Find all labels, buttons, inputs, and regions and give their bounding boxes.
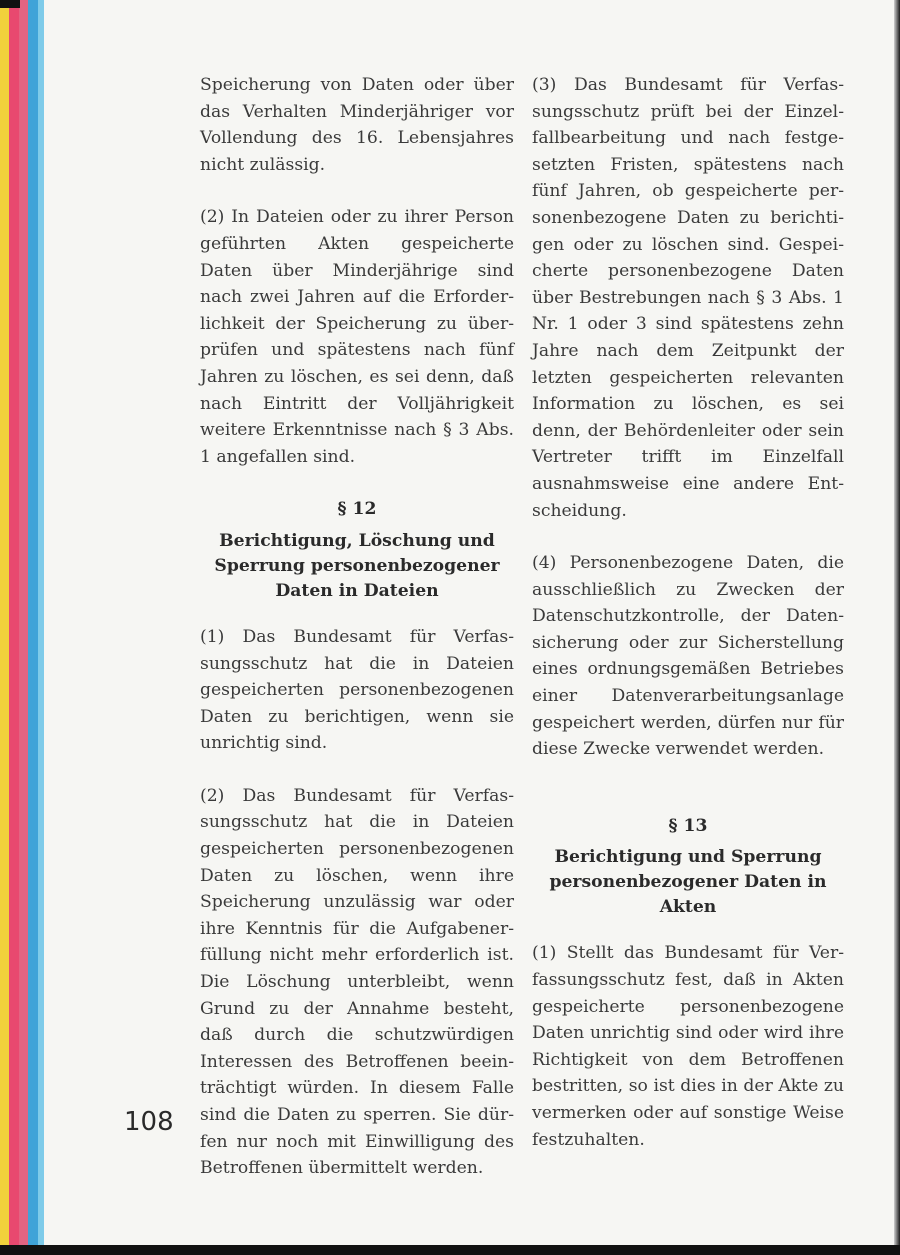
paragraph-minors-2: (2) In Dateien oder zu ihrer Person geführten Akten gespeicherte Daten über Minderjährige sind nach zwei Jahren auf die Erforderlichkeit der Speicherung zu überprüfen und spätestens nach fünf Jahren zu löschen, es sei denn, daß nach Eintritt der Volljährigkeit weitere Erkenntnisse nach § 3 Abs. 1 angefallen sind. — [200, 207, 514, 467]
s12-paragraph-2: (2) Das Bundesamt für Verfassungsschutz hat die in Dateien gespeicherten personenbezogenen Daten zu löschen, wenn ihre Speicherung unzulässig war oder ihre Kenntnis für die Aufgabenerfüllung nicht mehr erforderlich ist. Die Löschung unterbleibt, wenn Grund zu der Annahme besteht, daß durch die schutzwürdigen Interessen des Betroffenen beeinträchtigt würden. In diesem Falle sind die Daten zu sperren. Sie dürfen nur noch mit Einwilligung des Betroffenen übermittelt werden. — [200, 785, 514, 1179]
section-12-heading — [200, 496, 514, 604]
yellow-stripe — [0, 0, 9, 1245]
section-13-heading — [532, 813, 844, 921]
section-13-title: Berichtigung und Sperrung personenbezogener Daten in Akten — [549, 847, 827, 918]
magenta-stripe — [9, 0, 19, 1245]
s12-paragraph-3: (3) Das Bundesamt für Verfassungsschutz prüft bei der Einzelfallbearbeitung und nach festgesetzten Fristen, spätestens nach fünf Jahren, ob gespeicherte personenbezogene Daten zu berichtigen oder zu löschen sind. Gespeicherte personenbezogene Daten über Bestrebungen nach § 3 Abs. 1 Nr. 1 oder 3 sind spätestens zehn Jahre nach dem Zeitpunkt der letzten gespeicherten relevanten Information zu löschen, es sei denn, der Behördenleiter oder sein Vertreter trifft im Einzelfall ausnahmsweise eine andere Entscheidung. — [532, 75, 844, 521]
page-edge-shadow — [894, 0, 900, 1255]
paragraph-continued: Speicherung von Daten oder über das Verhalten Minderjähriger vor Vollendung des 16. Lebensjahres nicht zulässig. — [200, 75, 514, 175]
left-column — [200, 72, 514, 1208]
right-column — [532, 72, 844, 1179]
page-number: 108 — [124, 1107, 174, 1137]
corner-mark — [0, 0, 20, 8]
s13-paragraph-1: (1) Stellt das Bundesamt für Verfassungsschutz fest, daß in Akten gespeicherte personenbezogene Daten unrichtig sind oder wird ihre Richtigkeit von dem Betroffenen bestritten, so ist dies in der Akte zu vermerken oder auf sonstige Weise festzuhalten. — [532, 943, 844, 1150]
page-bottom-edge — [0, 1245, 900, 1255]
section-12-title: Berichtigung, Löschung und Sperrung personenbezogener Daten in Dateien — [214, 530, 500, 601]
section-12-number: § 12 — [337, 499, 377, 520]
section-13-number: § 13 — [668, 815, 708, 836]
light-cyan-stripe — [38, 0, 44, 1245]
pink-stripe — [19, 0, 28, 1245]
s12-paragraph-1: (1) Das Bundesamt für Verfassungsschutz hat die in Dateien gespeicherten personenbezogenen Daten zu berichtigen, wenn sie unrichtig sind. — [200, 626, 514, 754]
s12-paragraph-4: (4) Personenbezogene Daten, die ausschließlich zu Zwecken der Datenschutzkontrolle, der Datensicherung oder zur Sicherstellung eines ordnungsgemäßen Betriebes einer Datenverarbeitungsanlage gespeichert werden, dürfen nur für diese Zwecke verwendet werden. — [532, 553, 844, 760]
cyan-stripe — [28, 0, 38, 1245]
color-calibration-strip — [0, 0, 44, 1245]
